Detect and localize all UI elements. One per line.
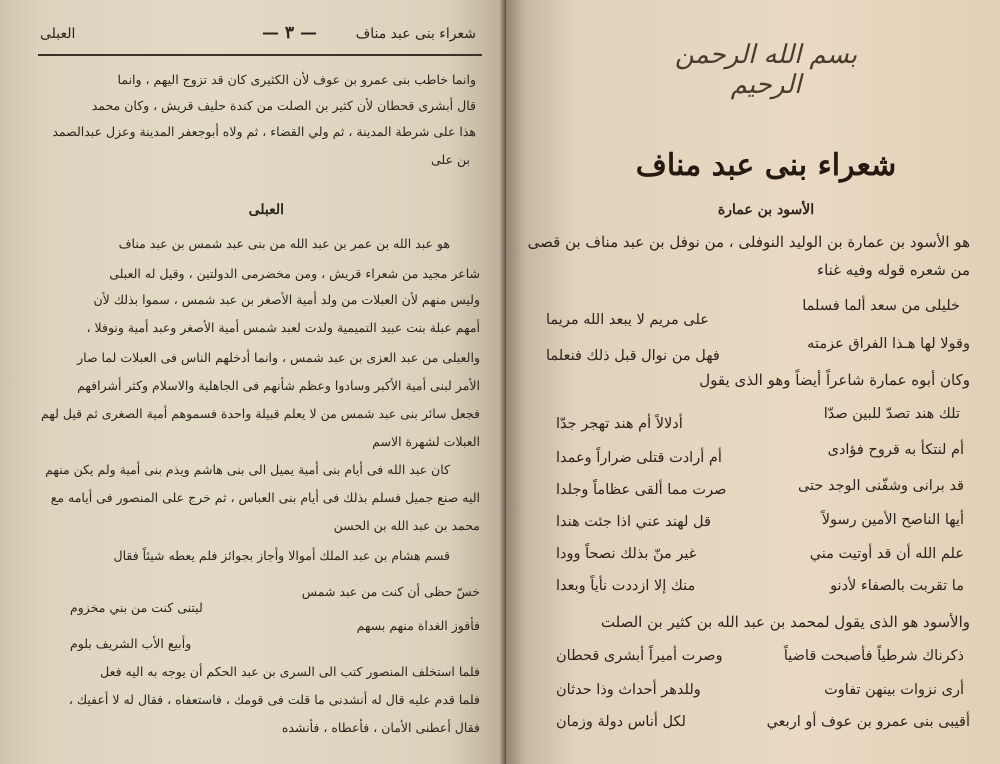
text-line: شاعر مجيد من شعراء قريش ، ومن مخضرمى الدولتين ، وقيل له العبلى — [109, 266, 480, 281]
verse-hemistich: أقيبى بنى عمرو بن عوف أو اربعي — [766, 714, 970, 730]
verse-hemistich: صرت مما ألقى عظاماً وجلدا — [556, 482, 727, 498]
verse-hemistich: علم الله أن قد أوتيت مني — [809, 546, 964, 562]
chapter-title: شعراء بنى عبد مناف — [635, 148, 897, 183]
verse-hemistich: أدلالاً أم هند تهجر جدّا — [556, 416, 683, 432]
verse-hemistich: وأبيع الأب الشريف بلوم — [70, 636, 192, 651]
verse-hemistich: لكل أناس دولة وزمان — [556, 714, 686, 730]
text-line: الأمر لبنى أمية الأكبر وسادوا وعظم شأنهم فى الجاهلية والاسلام وكثر أشرافهم — [77, 378, 480, 393]
verse-hemistich: ما تقربت بالصفاء لأدنو — [830, 578, 964, 594]
verse-hemistich: أم أرادت قتلى ضراراً وعمدا — [556, 450, 722, 466]
text-line: والأسود هو الذى يقول لمحمد بن عبد الله بن كثير بن الصلت — [600, 613, 970, 631]
verse-hemistich: ليتنى كنت من بني مخزوم — [70, 600, 203, 615]
verse-hemistich: وللدهر أحداث وذا حدثان — [556, 682, 701, 698]
right-page — [506, 0, 1000, 764]
text-line: هذا على شرطة المدينة ، ثم ولي القضاء ، ثم ولاه أبوجعفر المدينة وعزل عبدالصمد — [52, 124, 476, 139]
verse-hemistich: قل لهند عني اذا جئت هندا — [556, 514, 711, 530]
verse-hemistich: تلك هند تصدّ للبين صدّا — [823, 406, 960, 422]
text-line: أمهم عبلة بنت عبيد التميمية ولدت لعبد شمس أمية الأصغر وعبد أمية ونوفلا ، — [86, 320, 480, 335]
verse-hemistich: أرى نزوات بينهن تفاوت — [824, 682, 964, 698]
text-line: وكان أبوه عمارة شاعراً أيضاً وهو الذى يقول — [699, 371, 970, 389]
page-number: — ٣ — — [262, 23, 317, 43]
section-heading: العبلى — [248, 202, 284, 218]
verse-hemistich: خليلى من سعد ألما فسلما — [802, 298, 960, 314]
text-line: قسم هشام بن عبد الملك أموالا وأجاز بجوائز فلم يعطه شيئاً فقال — [113, 548, 450, 563]
verse-hemistich: فهل من نوال قبل ذلك فنعلما — [546, 348, 720, 364]
verse-hemistich: وقولا لها هـذا الفراق عزمته — [807, 336, 970, 352]
text-line: من شعره قوله وفيه غناء — [817, 261, 970, 279]
header-section: العبلى — [40, 26, 76, 42]
verse-hemistich: على مريم لا يبعد الله مريما — [546, 312, 709, 328]
basmala: بسم الله الرحمن الرحيم — [674, 40, 858, 100]
header-title: شعراء بنى عبد مناف — [355, 26, 476, 42]
verse-hemistich: أيها الناصح الأمين رسولاً — [821, 512, 964, 528]
text-line: هو عبد الله بن عمر بن عبد الله من بنى عبد شمس بن عبد مناف — [118, 236, 450, 251]
section-subtitle: الأسود بن عمارة — [717, 202, 815, 218]
text-line: كان عبد الله فى أيام بنى أمية يميل الى بنى هاشم ويذم بنى أمية ولم يكن منهم — [45, 462, 450, 477]
text-line: والعبلى من عبد العزى بن عبد شمس ، وانما أدخلهم الناس فى العبلات لما صار — [77, 350, 480, 365]
verse-hemistich: غير منّ بذلك نصحاً وودا — [556, 546, 697, 562]
text-line: فلما استخلف المنصور كتب الى السرى بن عبد الحكم أن يوجه به اليه فعل — [100, 664, 480, 679]
text-line: فلما قدم عليه قال له أنشدنى ما قلت فى قومك ، فاستعفاه ، فقال له لا أعفيك ، — [68, 692, 480, 707]
verse-hemistich: أم لنتكأ به قروح فؤادى — [827, 442, 964, 458]
verse-hemistich: منك إلا ازددت نأياً وبعدا — [556, 578, 696, 594]
text-line: بن على — [431, 152, 470, 167]
verse-hemistich: خسّ حظى أن كنت من عبد شمس — [301, 584, 480, 599]
verse-hemistich: وصرت أميراً أبشرى قحطان — [556, 648, 723, 664]
text-line: وانما خاطب بنى عمرو بن عوف لأن الكثيرى كان قد تزوج اليهم ، وانما — [117, 72, 476, 87]
text-line: العبلات لشهرة الاسم — [372, 434, 480, 449]
verse-hemistich: فأفوز الغداة منهم بسهم — [356, 618, 480, 633]
text-line: فجعل سائر بنى عبد شمس من لا يعلم قبيلة واحدة فسموهم أمية الصغرى ثم قيل لهم — [40, 406, 480, 421]
header-rule — [38, 54, 482, 56]
verse-hemistich: ذكرناك شرطياً فأصبحت قاضياً — [783, 648, 964, 664]
text-line: اليه صنع جميل فسلم بذلك فى أيام بنى العباس ، ثم خرج على المنصور فى أيامه مع — [50, 490, 480, 505]
page-header — [40, 23, 476, 50]
text-line: وليس منهم لأن العبلات من ولد أمية الأصغر بن عبد شمس ، سموا بذلك لأن — [93, 292, 480, 307]
text-line: هو الأسود بن عمارة بن الوليد النوفلى ، من نوفل بن عبد مناف بن قصى — [527, 233, 970, 251]
text-line: قال أبشرى قحطان لأن كثير بن الصلت من كندة حليف قريش ، وكان محمد — [91, 98, 476, 113]
text-line: محمد بن عبد الله بن الحسن — [333, 518, 480, 533]
verse-hemistich: قد برانى وشفّنى الوجد حتى — [797, 478, 964, 494]
text-line: فقال أعطنى الأمان ، فأعطاه ، فأنشده — [281, 720, 480, 735]
